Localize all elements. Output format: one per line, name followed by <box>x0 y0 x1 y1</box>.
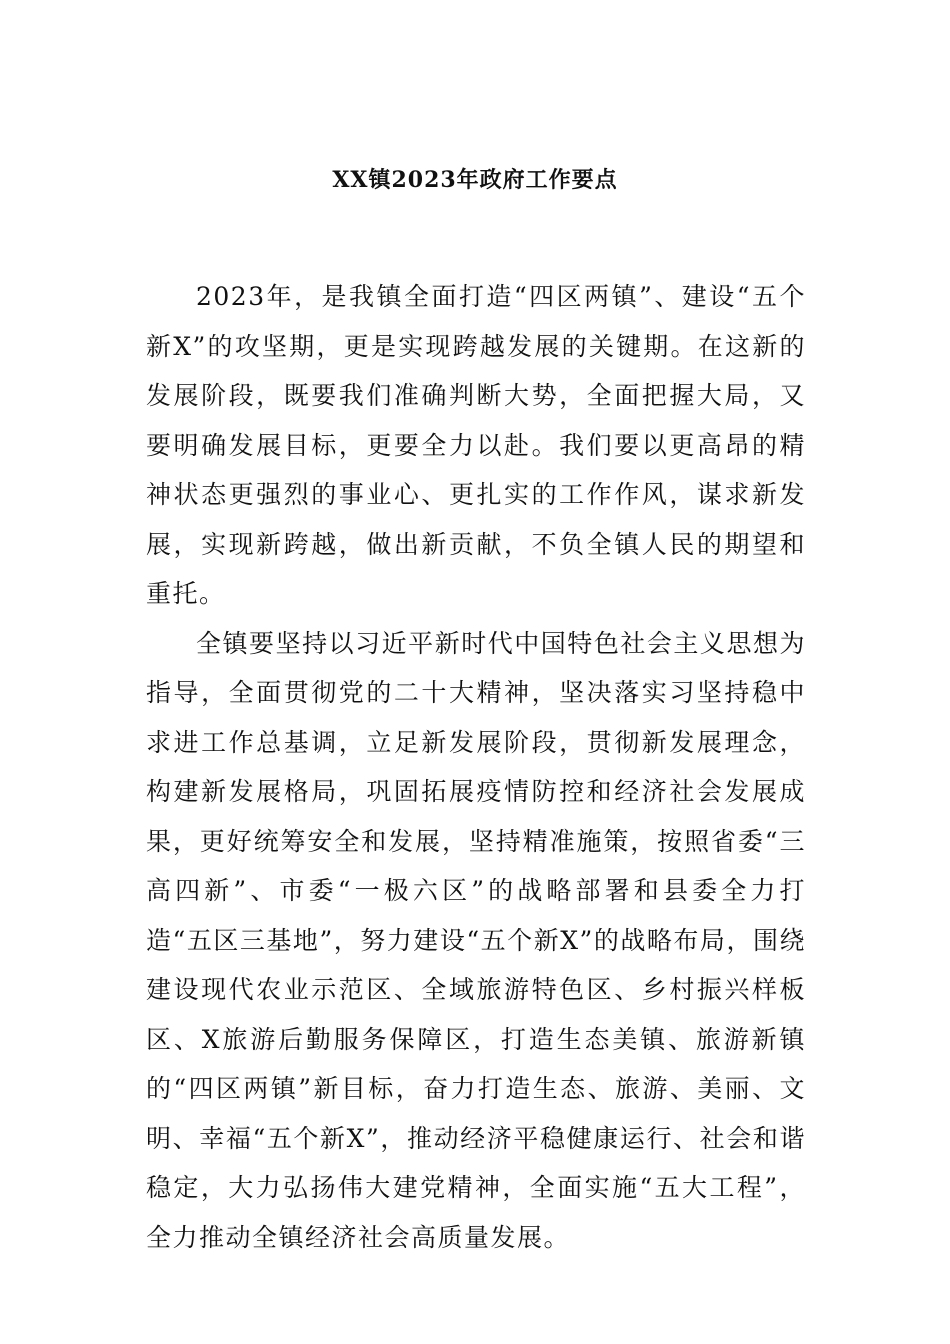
paragraph-2: 全镇要坚持以习近平新时代中国特色社会主义思想为指导，全面贯彻党的二十大精神，坚决落实习坚持稳中求进工作总基调，立足新发展阶段，贯彻新发展理念，构建新发展格局，巩固拓展疫情防控和经济社会发展成果，更好统筹安全和发展，坚持精准施策，按照省委“三高四新”、市委“一极六区”的战略部署和县委全力打造“五区三基地”，努力建设“五个新X”的战略布局，围绕建设现代农业示范区、全域旅游特色区、乡村振兴样板区、X旅游后勤服务保障区，打造生态美镇、旅游新镇的“四区两镇”新目标，奋力打造生态、旅游、美丽、文明、幸福“五个新X”，推动经济平稳健康运行、社会和谐稳定，大力弘扬伟大建党精神，全面实施“五大工程”，全力推动全镇经济社会高质量发展。 <box>146 628 806 1252</box>
document-body <box>146 272 806 1262</box>
paragraph-1: 2023年，是我镇全面打造“四区两镇”、建设“五个新X”的攻坚期，更是实现跨越发展的关键期。在这新的发展阶段，既要我们准确判断大势，全面把握大局，又要明确发展目标，更要全力以赴。我们要以更高昂的精神状态更强烈的事业心、更扎实的工作作风，谋求新发展，实现新跨越，做出新贡献，不负全镇人民的期望和重托。 <box>146 282 806 608</box>
document-title: XX镇2023年政府工作要点 <box>332 167 618 193</box>
